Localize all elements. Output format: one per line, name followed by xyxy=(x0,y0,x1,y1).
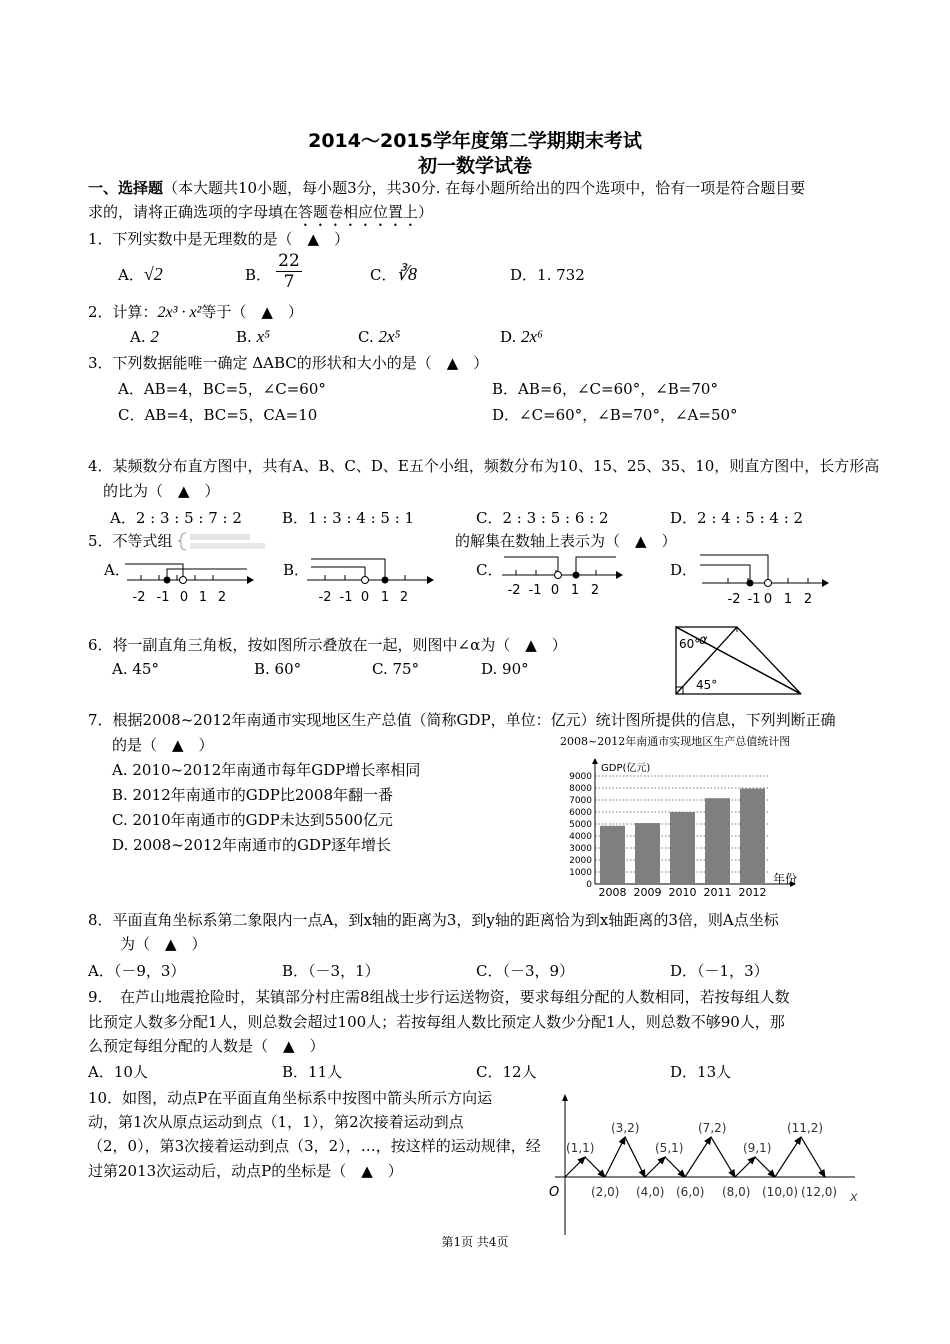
tick-label: 2 xyxy=(590,583,600,598)
q9-option-d: D．13人 xyxy=(670,1063,732,1081)
tick-label: 0 xyxy=(360,590,370,605)
q8-stem: 8．平面直角坐标系第二象限内一点A，到x轴的距离为3，到y轴的距离恰为到x轴距离的3倍，则A点坐标 xyxy=(88,911,779,929)
q6-option-d: D. 90° xyxy=(481,660,529,678)
y-tick-label: 3000 xyxy=(569,844,592,854)
q5-option-d: D． xyxy=(670,561,698,579)
q1-option-a: A．√2 xyxy=(118,264,163,284)
x-tick-label: 2011 xyxy=(703,886,732,898)
q10-stem-2: 动，第1次从原点运动到点（1，1），第2次接着运动到点 xyxy=(88,1113,464,1131)
q8-option-b: B．（－3，1） xyxy=(282,962,380,980)
x-tick-label: 2010 xyxy=(668,886,697,898)
x-tick-label: 2009 xyxy=(633,886,662,898)
alpha-label: α xyxy=(699,633,708,648)
q2-stem: 2．计算：2x³ · x²等于（ ▲ ） xyxy=(88,303,303,321)
y-tick-label: 9000 xyxy=(569,772,592,782)
q5-option-a: A． xyxy=(104,561,130,579)
page-footer: 第1页 共4页 xyxy=(441,1235,509,1249)
q10-stem-4: 过第2013次运动后，动点P的坐标是（ ▲ ） xyxy=(88,1162,403,1180)
point-label: (5,1) xyxy=(655,1141,684,1155)
point-label: (8,0) xyxy=(722,1185,751,1199)
y-tick-label: 1000 xyxy=(569,868,592,878)
q2-option-b: B. x⁵ xyxy=(236,327,271,346)
section-intro xyxy=(88,177,805,198)
q1-fraction: 22 7 xyxy=(276,251,302,292)
y-axis-label: GDP(亿元) xyxy=(601,763,651,774)
section-intro-line2: 求的，请将正确选项的字母填在答题卷相应位置上） xyxy=(88,203,434,221)
q3-option-b: B．AB=6，∠C=60°，∠B=70° xyxy=(492,380,718,398)
bar-2008 xyxy=(600,826,625,884)
q8-stem-2: 为（ ▲ ） xyxy=(120,935,207,953)
tick-label: 1 xyxy=(570,583,580,598)
q7-stem: 7．根据2008~2012年南通市实现地区生产总值（简称GDP，单位：亿元）统计图所提供的信息，下列判断正确 xyxy=(88,711,836,729)
q6-stem: 6．将一副直角三角板，按如图所示叠放在一起，则图中∠α为（ ▲ ） xyxy=(88,636,567,654)
tick-label: -2 xyxy=(132,590,146,605)
exam-title: 2014～2015学年度第二学期期末考试 xyxy=(308,130,642,152)
x-tick-label: 2012 xyxy=(738,886,767,898)
q7-stem-2: 的是（ ▲ ） xyxy=(112,736,214,754)
q1-option-b: B． xyxy=(245,266,272,284)
q3-option-c: C．AB=4，BC=5，CA=10 xyxy=(118,406,318,424)
q6-option-a: A. 45° xyxy=(112,660,159,678)
q10-stem-3: （2，0），第3次接着运动到点（3，2），…，按这样的运动规律，经 xyxy=(88,1137,541,1155)
q8-option-a: A．（－9，3） xyxy=(88,962,186,980)
q6-option-c: C. 75° xyxy=(372,660,420,678)
q9-option-c: C．12人 xyxy=(476,1063,537,1081)
exam-subtitle: 初一数学试卷 xyxy=(417,155,532,177)
q4-stem: 4．某频数分布直方图中，共有A、B、C、D、E五个小组，频数分布为10、15、25、35、10，则直方图中，长方形高 xyxy=(88,457,880,475)
q6-option-b: B. 60° xyxy=(254,660,302,678)
point-label: (9,1) xyxy=(743,1141,772,1155)
q5-numberline-d xyxy=(700,547,830,607)
point-label: (10,0) xyxy=(762,1185,799,1199)
angle-45-label: 45° xyxy=(696,678,718,692)
tick-label: 0 xyxy=(763,592,773,607)
x-axis-label: 年份 xyxy=(773,872,798,886)
origin-label: O xyxy=(549,1185,560,1200)
q7-option-c: C. 2010年南通市的GDP未达到5500亿元 xyxy=(112,811,393,829)
y-tick-label: 6000 xyxy=(569,808,592,818)
chart-title: 2008~2012年南通市实现地区生产总值统计图 xyxy=(560,735,791,748)
q5-stem-post: 的解集在数轴上表示为（ ▲ ） xyxy=(455,532,677,550)
y-tick-label: 8000 xyxy=(569,784,592,794)
q3-stem: 3．下列数据能唯一确定 ΔABC的形状和大小的是（ ▲ ） xyxy=(88,354,489,372)
q5-option-b: B． xyxy=(283,561,310,579)
q3-option-a: A．AB=4，BC=5，∠C=60° xyxy=(118,380,326,398)
q8-option-d: D．（－1，3） xyxy=(670,962,769,980)
point-label: (3,2) xyxy=(611,1121,640,1135)
q4-option-c: C．2 : 3 : 5 : 6 : 2 xyxy=(476,509,609,527)
q4-option-b: B．1 : 3 : 4 : 5 : 1 xyxy=(282,509,415,527)
q9-option-b: B．11人 xyxy=(282,1063,343,1081)
section-label: 一、选择题 xyxy=(88,179,164,197)
q5-numberline-a xyxy=(125,547,255,605)
angle-60-label: 60° xyxy=(679,637,701,651)
q4-option-d: D．2 : 4 : 5 : 4 : 2 xyxy=(670,509,804,527)
x-tick-label: 2008 xyxy=(598,886,627,898)
tick-label: -1 xyxy=(339,590,353,605)
gdp-bar-chart xyxy=(555,750,805,898)
bar-2012 xyxy=(740,789,765,884)
q1-option-c: C．∛8 xyxy=(370,264,417,284)
emphasis-text: 答题卷相应位置上 xyxy=(298,203,419,221)
tick-label: -2 xyxy=(727,592,741,607)
q5-numberline-b xyxy=(305,547,435,605)
q2-option-a: A. 2 xyxy=(130,327,159,346)
q2-option-d: D. 2x⁶ xyxy=(500,327,544,346)
point-label: (4,0) xyxy=(636,1185,665,1199)
q4-option-a: A．2 : 3 : 5 : 7 : 2 xyxy=(110,509,242,527)
q8-option-c: C．（－3，9） xyxy=(476,962,575,980)
q5-option-c: C． xyxy=(476,561,503,579)
bar-2010 xyxy=(670,812,695,884)
q10-stem: 10．如图，动点P在平面直角坐标系中按图中箭头所示方向运 xyxy=(88,1089,493,1107)
y-axis-arrow xyxy=(592,758,598,764)
q9-option-a: A．10人 xyxy=(88,1063,148,1081)
tick-label: 1 xyxy=(783,592,793,607)
q9-stem-3: 么预定每组分配的人数是（ ▲ ） xyxy=(88,1037,325,1055)
tick-label: 2 xyxy=(399,590,409,605)
point-label: (1,1) xyxy=(566,1141,595,1155)
q1-stem: 1．下列实数中是无理数的是（ ▲ ） xyxy=(88,230,350,248)
tick-label: 0 xyxy=(550,583,560,598)
y-tick-label: 5000 xyxy=(569,820,592,830)
point-label: (12,0) xyxy=(801,1185,838,1199)
q9-stem: 9． 在芦山地震抢险时，某镇部分村庄需8组战士步行运送物资，要求每组分配的人数相同，若按每组人数 xyxy=(88,988,790,1006)
q5-numberline-c xyxy=(500,547,625,605)
q1-option-d: D．1. 732 xyxy=(510,266,585,284)
tick-label: -1 xyxy=(747,592,761,607)
bar-2011 xyxy=(705,798,730,884)
point-label: (7,2) xyxy=(698,1121,727,1135)
q6-triangle-figure xyxy=(670,621,805,697)
q10-zigzag-figure xyxy=(545,1090,865,1240)
tick-label: 2 xyxy=(217,590,227,605)
q3-option-d: D．∠C=60°，∠B=70°，∠A=50° xyxy=(492,406,738,424)
point-label: (11,2) xyxy=(787,1121,824,1135)
q7-option-d: D. 2008~2012年南通市的GDP逐年增长 xyxy=(112,836,392,854)
tick-label: 2 xyxy=(803,592,813,607)
y-tick-label: 2000 xyxy=(569,856,592,866)
tick-label: -2 xyxy=(318,590,332,605)
q7-option-b: B. 2012年南通市的GDP比2008年翻一番 xyxy=(112,786,394,804)
q5-stem-pre: 5．不等式组 xyxy=(88,532,173,550)
q9-stem-2: 比预定人数多分配1人，则总数会超过100人；若按每组人数比预定人数少分配1人，则总数不够90人，那 xyxy=(88,1013,785,1031)
y-tick-label: 0 xyxy=(586,880,592,890)
tick-label: -2 xyxy=(507,583,521,598)
point-label: (6,0) xyxy=(676,1185,705,1199)
point-label: (2,0) xyxy=(591,1185,620,1199)
tick-label: 1 xyxy=(380,590,390,605)
x-axis-label: x xyxy=(850,1190,858,1205)
q7-option-a: A. 2010~2012年南通市每年GDP增长率相同 xyxy=(112,761,421,779)
tick-label: -1 xyxy=(156,590,170,605)
bar-2009 xyxy=(635,823,660,884)
tick-label: 0 xyxy=(179,590,189,605)
y-tick-label: 7000 xyxy=(569,796,592,806)
section-desc-a: （本大题共10小题，每小题3分，共30分. 在每小题所给出的四个选项中，恰有一项是符合题目要 xyxy=(163,179,806,197)
tick-label: 1 xyxy=(198,590,208,605)
q4-stem-2: 的比为（ ▲ ） xyxy=(103,482,220,500)
q2-option-c: C. 2x⁵ xyxy=(358,327,401,346)
y-tick-label: 4000 xyxy=(569,832,592,842)
tick-label: -1 xyxy=(528,583,542,598)
